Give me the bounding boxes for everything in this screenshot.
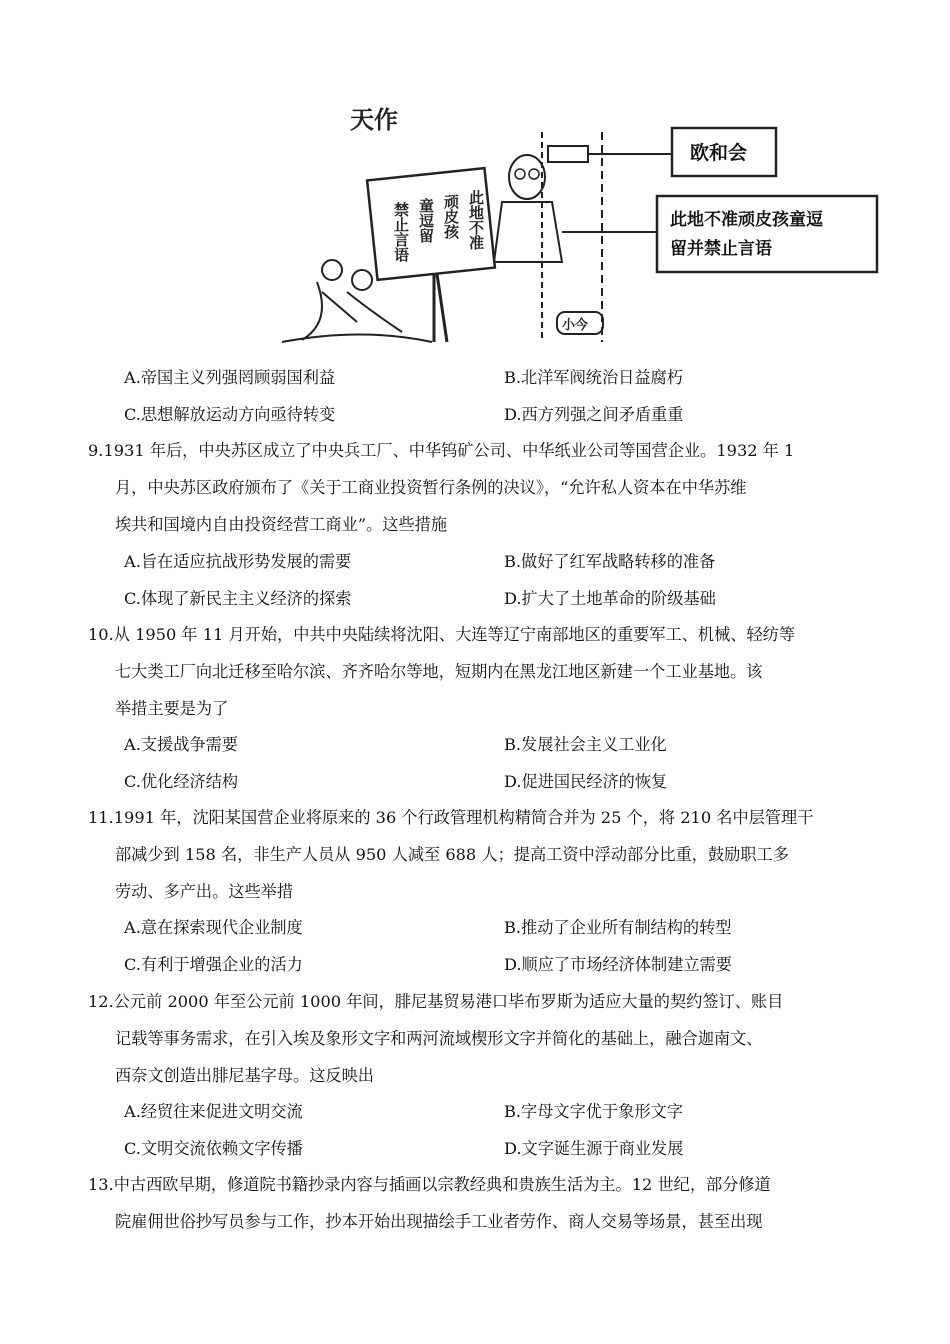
q12-stem-line: 西奈文创造出腓尼基字母。这反映出 [115,1066,374,1085]
q11-stem-line: 11.1991 年，沈阳某国营企业将原来的 36 个行政管理机构精简合并为 25 个，将 210 名中层管理干 [88,808,814,827]
question-11 [88,799,878,910]
q11-stem-line: 劳动、多产出。这些举措 [115,882,294,901]
q11-option-b: B.推动了企业所有制结构的转型 [504,918,732,937]
q10-options [124,726,884,800]
q12-option-b: B.字母文字优于象形文字 [504,1102,683,1121]
q11-option-d: D.顺应了市场经济体制建立需要 [504,955,732,974]
q10-stem-line: 10.从 1950 年 11 月开始，中共中央陆续将沈阳、大连等辽宁南部地区的重要军工、机械、轻纺等 [88,625,796,644]
question-9 [88,432,878,543]
q9-options [124,543,884,617]
sign-column-4: 禁止言语 [392,202,410,262]
q12-options [124,1093,884,1167]
q11-option-c: C.有利于增强企业的活力 [124,955,303,974]
q9-option-c: C.体现了新民主主义经济的探索 [124,589,352,608]
q12-stem-line: 12.公元前 2000 年至公元前 1000 年间，腓尼基贸易港口毕布罗斯为适应大量的契约签订、账目 [88,992,784,1011]
sign-column-3: 童逗留 [417,198,435,243]
question-10 [88,616,878,727]
q12-stem-line: 记载等事务需求，在引入埃及象形文字和两河流域楔形文字并简化的基础上，融合迦南文、 [115,1029,763,1048]
q13-stem-line: 13.中古西欧早期，修道院书籍抄录内容与插画以宗教经典和贵族生活为主。12 世纪，部分修道 [88,1175,771,1194]
sign-column-2: 顽皮孩 [442,194,460,239]
cartoon-signature: 小今 [562,318,589,333]
q9-stem-line: 埃共和国境内自由投资经营工商业”。这些措施 [115,515,448,534]
q9-stem-line: 月，中央苏区政府颁布了《关于工商业投资暂行条例的决议》，“允许私人资本在中华苏维 [115,478,747,497]
q10-stem-line: 举措主要是为了 [115,699,229,718]
question-12 [88,983,878,1094]
q8-options [124,359,884,433]
q8-option-b: B.北洋军阀统治日益腐朽 [504,368,683,387]
q12-option-d: D.文字诞生源于商业发展 [504,1139,684,1158]
q12-option-c: C.文明交流依赖文字传播 [124,1139,303,1158]
q11-stem-line: 部减少到 158 名，非生产人员从 950 人减至 688 人；提高工资中浮动部分比重，鼓励职工多 [115,845,789,864]
annotation-sign-line2: 留并禁止言语 [670,239,772,259]
question-13 [88,1166,878,1240]
q9-option-b: B.做好了红军战略转移的准备 [504,552,716,571]
q13-stem-line: 院雇佣世俗抄写员参与工作，抄本开始出现描绘手工业者劳作、商人交易等场景，甚至出现 [115,1212,763,1231]
q9-stem-line: 9.1931 年后，中央苏区成立了中央兵工厂、中华钨矿公司、中华纸业公司等国营企业。1932 年 1 [88,441,795,460]
q11-option-a: A.意在探索现代企业制度 [124,918,303,937]
q9-option-a: A.旨在适应抗战形势发展的需要 [124,552,352,571]
q10-option-a: A.支援战争需要 [124,735,238,754]
q9-option-d: D.扩大了土地革命的阶级基础 [504,589,716,608]
q10-option-d: D.促进国民经济的恢复 [504,772,668,791]
q11-options [124,909,884,983]
q8-option-a: A.帝国主义列强罔顾弱国利益 [124,368,336,387]
q10-option-c: C.优化经济结构 [124,772,239,791]
q8-option-d: D.西方列强之间矛盾重重 [504,405,684,424]
cartoon-illustration [262,92,892,350]
cartoon-title-fragment: 天作 [350,106,398,134]
q10-option-b: B.发展社会主义工业化 [504,735,667,754]
q10-stem-line: 七大类工厂向北迁移至哈尔滨、齐齐哈尔等地，短期内在黑龙江地区新建一个工业基地。该 [115,662,763,681]
sign-column-1: 此地不准 [467,190,485,250]
q12-option-a: A.经贸往来促进文明交流 [124,1102,303,1121]
q8-option-c: C.思想解放运动方向亟待转变 [124,405,336,424]
annotation-paris-peace-conference: 欧和会 [690,142,748,164]
annotation-sign-line1: 此地不准顽皮孩童逗 [670,210,823,230]
